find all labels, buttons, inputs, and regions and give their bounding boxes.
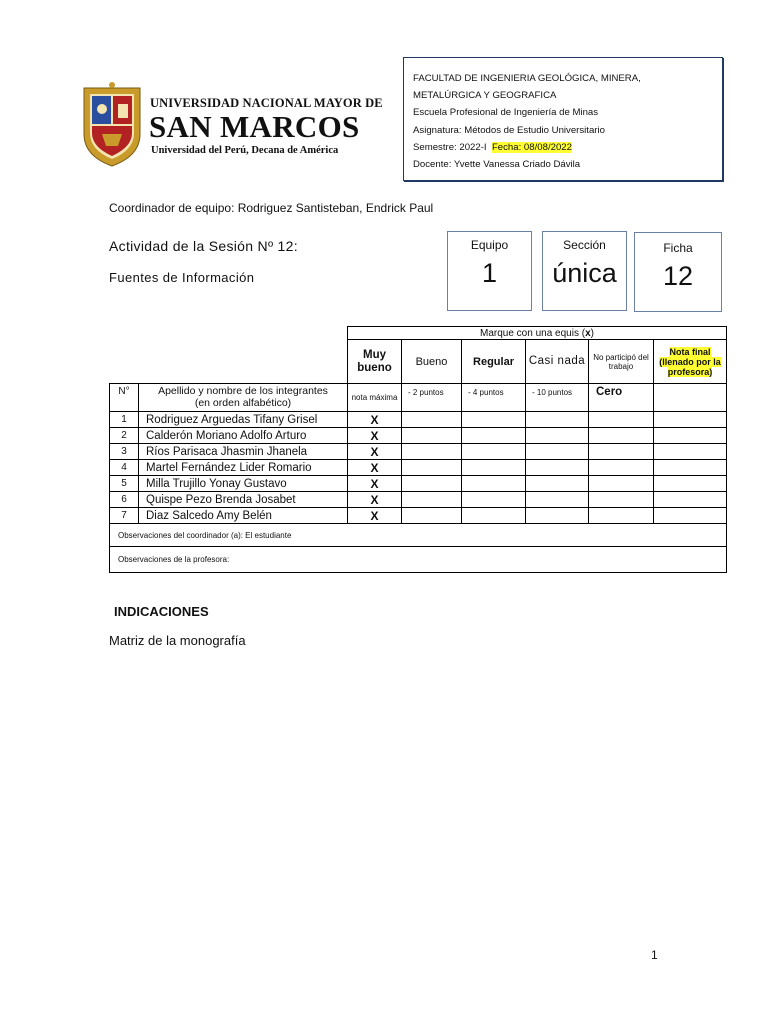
empty-mark-cell <box>589 444 654 460</box>
row-number: 2 <box>110 428 139 444</box>
muy-bueno-mark: X <box>348 428 402 444</box>
empty-mark-cell <box>589 428 654 444</box>
empty-mark-cell <box>462 412 526 428</box>
row-number: 1 <box>110 412 139 428</box>
empty-mark-cell <box>402 476 462 492</box>
empty-mark-cell <box>526 444 589 460</box>
ficha-value: 12 <box>662 261 694 291</box>
empty-mark-cell <box>589 476 654 492</box>
empty-mark-cell <box>402 444 462 460</box>
matriz-text: Matriz de la monografía <box>109 633 246 648</box>
table-row <box>110 476 727 492</box>
row-number: 6 <box>110 492 139 508</box>
table-row <box>110 508 727 524</box>
empty-mark-cell <box>526 428 589 444</box>
row-number: 3 <box>110 444 139 460</box>
member-name: Rodriguez Arguedas Tifany Grisel <box>139 412 348 428</box>
semester: Semestre: 2022-I <box>413 141 487 153</box>
faculty-info-box <box>403 57 723 181</box>
member-name: Martel Fernández Lider Romario <box>139 460 348 476</box>
empty-mark-cell <box>654 508 727 524</box>
muy-bueno-mark: X <box>348 444 402 460</box>
empty-mark-cell <box>526 476 589 492</box>
member-name: Diaz Salcedo Amy Belén <box>139 508 348 524</box>
empty-mark-cell <box>526 412 589 428</box>
table-row <box>110 460 727 476</box>
num-header: N° <box>110 384 139 412</box>
score-bueno: - 2 puntos <box>402 384 462 412</box>
ficha-box <box>634 232 722 312</box>
muy-bueno-mark: X <box>348 476 402 492</box>
empty-mark-cell <box>654 492 727 508</box>
empty-mark-cell <box>654 476 727 492</box>
observations-coordinator: Observaciones del coordinador (a): El estudiante <box>110 524 727 547</box>
equipo-value: 1 <box>481 258 498 288</box>
university-name-main: SAN MARCOS <box>149 109 360 144</box>
activity-subtitle: Fuentes de Información <box>109 270 255 285</box>
member-name: Milla Trujillo Yonay Gustavo <box>139 476 348 492</box>
empty-mark-cell <box>462 428 526 444</box>
col-regular: Regular <box>462 340 526 384</box>
empty-mark-cell <box>402 492 462 508</box>
member-name: Calderón Moriano Adolfo Arturo <box>139 428 348 444</box>
col-bueno: Bueno <box>402 340 462 384</box>
empty-mark-cell <box>654 460 727 476</box>
member-name: Quispe Pezo Brenda Josabet <box>139 492 348 508</box>
ficha-label: Ficha <box>663 241 693 255</box>
score-casi-nada: - 10 puntos <box>526 384 589 412</box>
empty-mark-cell <box>526 492 589 508</box>
row-number: 4 <box>110 460 139 476</box>
university-tagline: Universidad del Perú, Decana de América <box>151 145 339 156</box>
subject-line: Asignatura: Métodos de Estudio Universitario <box>413 124 605 136</box>
row-number: 7 <box>110 508 139 524</box>
seccion-value: única <box>552 258 617 288</box>
empty-mark-cell <box>462 444 526 460</box>
table-row <box>110 492 727 508</box>
empty-mark-cell <box>589 412 654 428</box>
equipo-box <box>447 231 532 311</box>
school-line: Escuela Profesional de Ingeniería de Minas <box>413 107 599 119</box>
page-number: 1 <box>651 948 658 962</box>
empty-mark-cell <box>526 460 589 476</box>
evaluation-table <box>109 326 727 573</box>
muy-bueno-mark: X <box>348 412 402 428</box>
empty-mark-cell <box>462 508 526 524</box>
empty-mark-cell <box>589 460 654 476</box>
faculty-line1: FACULTAD DE INGENIERIA GEOLÓGICA, MINERA, <box>413 73 641 84</box>
activity-title: Actividad de la Sesión Nº 12: <box>109 238 298 254</box>
seccion-label: Sección <box>563 238 606 252</box>
empty-mark-cell <box>402 508 462 524</box>
score-muy-bueno: nota máxima <box>348 384 402 412</box>
table-row <box>110 428 727 444</box>
member-name: Ríos Parisaca Jhasmin Jhanela <box>139 444 348 460</box>
mark-header: Marque con una equis (x) <box>348 327 727 340</box>
equipo-label: Equipo <box>470 238 509 252</box>
row-number: 5 <box>110 476 139 492</box>
muy-bueno-mark: X <box>348 492 402 508</box>
date-highlighted: Fecha: 08/08/2022 <box>491 141 572 153</box>
empty-mark-cell <box>462 460 526 476</box>
empty-mark-cell <box>462 476 526 492</box>
empty-mark-cell <box>462 492 526 508</box>
empty-mark-cell <box>402 428 462 444</box>
empty-mark-cell <box>589 508 654 524</box>
table-row <box>110 412 727 428</box>
empty-mark-cell <box>654 428 727 444</box>
teacher-line: Docente: Yvette Vanessa Criado Dávila <box>413 159 581 171</box>
empty-mark-cell <box>402 460 462 476</box>
col-muy-bueno: Muy bueno <box>348 340 402 384</box>
empty-mark-cell <box>526 508 589 524</box>
col-casi-nada: Casi nada <box>526 340 589 384</box>
table-row <box>110 444 727 460</box>
score-regular: - 4 puntos <box>462 384 526 412</box>
member-rows <box>110 412 727 524</box>
indicaciones-heading: INDICACIONES <box>114 604 209 619</box>
seccion-box <box>542 231 627 311</box>
name-header: Apellido y nombre de los integrantes (en orden alfabético) <box>139 384 348 412</box>
col-no-participo: No participó del trabajo <box>589 340 654 384</box>
col-nota-final: Nota final (llenado por la profesora) <box>654 340 727 384</box>
observations-teacher: Observaciones de la profesora: <box>110 547 727 573</box>
coordinator-line: Coordinador de equipo: Rodriguez Santisteban, Endrick Paul <box>109 201 434 215</box>
empty-mark-cell <box>402 412 462 428</box>
semester-date-line <box>413 139 722 156</box>
empty-mark-cell <box>654 412 727 428</box>
empty-mark-cell <box>654 444 727 460</box>
faculty-line2: METALÚRGICA Y GEOGRAFICA <box>413 90 557 102</box>
muy-bueno-mark: X <box>348 460 402 476</box>
score-no-participo: Cero <box>589 384 654 412</box>
university-name-line1: UNIVERSIDAD NACIONAL MAYOR DE <box>150 96 383 110</box>
muy-bueno-mark: X <box>348 508 402 524</box>
university-seal-logo <box>78 82 146 168</box>
empty-mark-cell <box>589 492 654 508</box>
